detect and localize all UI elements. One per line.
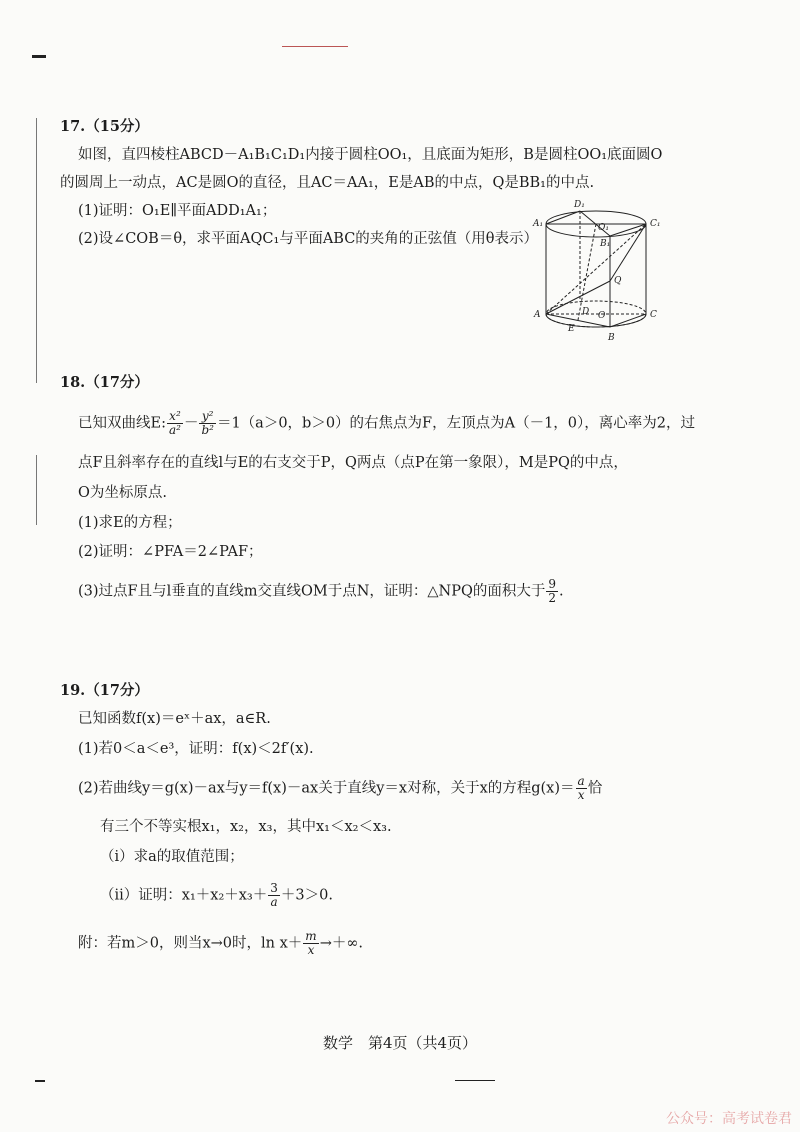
fraction-y2-b2 — [199, 410, 216, 437]
q19-note-pre: 附：若m＞0，则当x→0时，ln x＋ — [78, 935, 303, 952]
q18-intro-post: ＝1（a＞0，b＞0）的右焦点为F，左顶点为A（－1，0），离心率为2，过 — [216, 415, 696, 432]
minus-sign: － — [183, 415, 199, 432]
cylinder-prism-figure — [530, 196, 670, 346]
label-C: C — [650, 310, 657, 320]
frac-numerator: a — [577, 774, 585, 788]
q17-header: 17.（15分） — [60, 118, 149, 135]
q18-part3 — [78, 578, 564, 605]
label-O: O — [598, 311, 606, 321]
label-B1: B₁ — [600, 239, 611, 249]
q19-part2-post: 恰 — [587, 780, 603, 797]
q18-intro-line3: O为坐标原点. — [78, 485, 167, 501]
frac-denominator: x — [577, 788, 585, 802]
label-A: A — [534, 310, 541, 320]
q19-note-post: →＋∞. — [319, 935, 364, 952]
frac-numerator: m — [305, 929, 317, 943]
q18-part3-pre: (3)过点F且与l垂直的直线m交直线OM于点N，证明：△NPQ的面积大于 — [78, 583, 546, 600]
frac-numerator: y² — [199, 410, 216, 424]
frac-numerator: x² — [167, 410, 183, 424]
q17-intro-line2: 的圆周上一动点，AC是圆O的直径，且AC＝AA₁，E是AB的中点，Q是BB₁的中点. — [60, 175, 595, 191]
label-D: D — [582, 307, 590, 317]
scan-mark — [455, 1080, 495, 1081]
q18-intro-line2: 点F且斜率存在的直线l与E的右支交于P，Q两点（点P在第一象限），M是PQ的中点， — [78, 455, 628, 471]
watermark: 公众号：高考试卷君 — [666, 1111, 792, 1127]
q19-part2 — [78, 775, 602, 802]
q18-intro-line1 — [78, 410, 695, 437]
scan-mark — [35, 1080, 45, 1082]
label-A1: A₁ — [533, 219, 544, 229]
frac-denominator: b² — [201, 423, 214, 437]
q19-header: 19.（17分） — [60, 682, 149, 699]
margin-line — [36, 118, 37, 383]
fraction-m-x — [303, 930, 318, 957]
label-E: E — [568, 324, 575, 334]
q19-part2-cont: 有三个不等实根x₁，x₂，x₃，其中x₁＜x₂＜x₃. — [100, 819, 392, 835]
q19-part1: (1)若0＜a＜e³，证明：f(x)＜2f′(x). — [78, 741, 314, 757]
label-D1: D₁ — [574, 200, 585, 210]
q17-part1: (1)证明：O₁E∥平面ADD₁A₁； — [78, 203, 277, 219]
label-Q: Q — [614, 276, 622, 286]
scan-mark — [282, 46, 348, 47]
q17-intro-line1: 如图，直四棱柱ABCD－A₁B₁C₁D₁内接于圆柱OO₁，且底面为矩形，B是圆柱OO₁底面圆O — [78, 147, 663, 163]
q19-sub-ii-pre: （ⅱ）证明：x₁＋x₂＋x₃＋ — [100, 887, 268, 904]
label-O1: O₁ — [598, 223, 609, 233]
q18-part3-end: . — [559, 583, 564, 600]
scan-mark — [32, 55, 46, 58]
fraction-3-a — [268, 882, 280, 909]
label-B: B — [608, 333, 615, 343]
q19-sub-i: （ⅰ）求a的取值范围； — [100, 849, 244, 865]
q19-sub-ii — [100, 882, 333, 909]
page-footer: 数学 第4页（共4页） — [322, 1034, 478, 1052]
frac-numerator: 3 — [270, 881, 278, 895]
q19-sub-ii-post: ＋3＞0. — [280, 887, 333, 904]
q17-part2: (2)设∠COB＝θ，求平面AQC₁与平面ABC的夹角的正弦值（用θ表示） — [78, 231, 539, 247]
frac-numerator: 9 — [548, 577, 557, 591]
q18-intro-pre: 已知双曲线E: — [78, 415, 166, 432]
frac-denominator: a — [270, 895, 278, 909]
label-C1: C₁ — [650, 219, 661, 229]
frac-denominator: 2 — [548, 591, 557, 605]
frac-denominator: a² — [168, 423, 181, 437]
q19-intro: 已知函数f(x)＝eˣ＋ax，a∈R. — [78, 711, 271, 727]
q18-part2: (2)证明：∠PFA＝2∠PAF； — [78, 544, 263, 560]
fraction-9-2 — [546, 578, 558, 605]
frac-denominator: x — [307, 943, 315, 957]
q19-note — [78, 930, 363, 957]
fraction-x2-a2 — [167, 410, 183, 437]
q18-part1: (1)求E的方程； — [78, 515, 182, 531]
fraction-a-x — [576, 775, 587, 802]
q19-part2-pre: (2)若曲线y＝g(x)－ax与y＝f(x)－ax关于直线y＝x对称，关于x的方程g(x)＝ — [78, 780, 575, 797]
q18-header: 18.（17分） — [60, 374, 149, 391]
margin-line — [36, 455, 37, 525]
